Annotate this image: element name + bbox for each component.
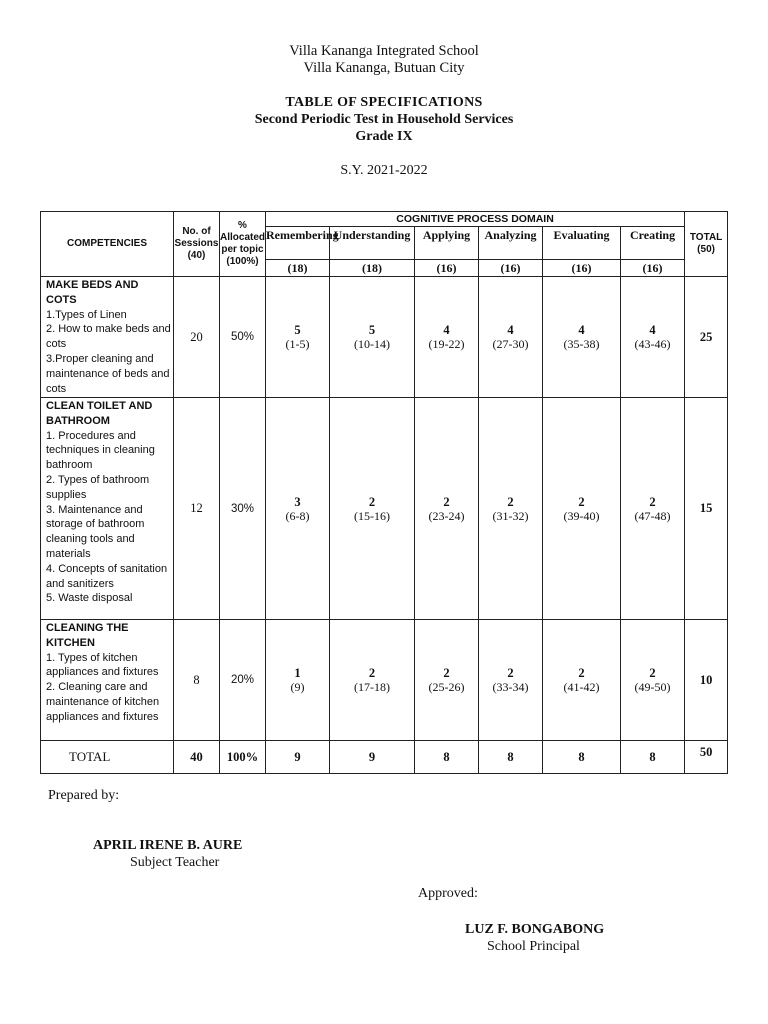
item-count: 2: [443, 666, 450, 680]
item-count: 2: [368, 666, 376, 680]
table-row: [41, 277, 728, 398]
item-range: (43-46): [634, 337, 671, 351]
item-range: (19-22): [428, 337, 465, 351]
item-count: 2: [649, 494, 656, 509]
percent-cell: 20%: [220, 620, 266, 741]
item-count-cell: [543, 620, 621, 741]
item-count-cell: [543, 277, 621, 398]
specifications-table: [40, 211, 728, 774]
percent-cell: 50%: [220, 277, 266, 398]
total-level-count: 8: [415, 741, 479, 774]
item-count-cell: [415, 398, 479, 620]
competency-item: 1. Procedures and techniques in cleaning bathroom: [46, 429, 155, 472]
item-range: (15-16): [354, 508, 390, 523]
school-address: Villa Kananga, Butuan City: [303, 60, 465, 76]
total-level-count: 8: [479, 741, 543, 774]
item-count-cell: [330, 620, 415, 741]
sessions-cell: 20: [174, 277, 220, 398]
level-header: Evaluating: [543, 227, 621, 260]
item-count: 3: [294, 494, 301, 509]
total-level-count: 9: [330, 741, 415, 774]
competency-cell: [41, 277, 174, 398]
approved-label: Approved:: [418, 886, 478, 901]
item-count: 4: [507, 323, 514, 337]
header-competencies: COMPETENCIES: [41, 212, 174, 277]
item-count: 4: [578, 323, 585, 337]
item-count-cell: [621, 398, 685, 620]
level-count: (16): [479, 260, 543, 277]
item-count: 5: [368, 323, 376, 337]
level-header: Applying: [415, 227, 479, 260]
item-count-cell: [479, 620, 543, 741]
table-row: [41, 398, 728, 620]
total-label: TOTAL: [41, 741, 174, 774]
item-count: 2: [578, 666, 585, 680]
item-count-cell: [543, 398, 621, 620]
grand-total: 50: [685, 741, 728, 774]
item-count: 2: [649, 666, 656, 680]
item-range: (17-18): [354, 680, 390, 694]
total-percent: 100%: [220, 741, 266, 774]
competency-item: 2. How to make beds and cots: [46, 323, 171, 351]
item-count-cell: [266, 398, 330, 620]
header-cognitive-domain: COGNITIVE PROCESS DOMAIN: [266, 212, 685, 227]
competency-title: MAKE BEDS AND COTS: [46, 279, 139, 306]
competency-cell: [41, 398, 174, 620]
item-count-cell: [415, 277, 479, 398]
total-level-count: 9: [266, 741, 330, 774]
principal-role: School Principal: [487, 939, 580, 954]
percent-cell: 30%: [220, 398, 266, 620]
teacher-role: Subject Teacher: [130, 855, 220, 870]
item-range: (25-26): [428, 680, 465, 694]
item-count: 2: [507, 494, 514, 509]
header-sessions: No. of Sessions (40): [174, 212, 220, 277]
competency-item: 2. Types of bathroom supplies: [46, 473, 150, 501]
level-header: Creating: [621, 227, 685, 260]
item-range: (49-50): [634, 680, 671, 694]
item-range: (31-32): [492, 508, 529, 523]
principal-name: LUZ F. BONGABONG: [465, 922, 605, 937]
item-range: (27-30): [492, 337, 529, 351]
competency-item: 3.Proper cleaning and maintenance of beds and cots: [46, 352, 170, 395]
level-count: (18): [330, 260, 415, 277]
sessions-cell: 12: [174, 398, 220, 620]
level-header: Remembering: [266, 227, 330, 260]
sessions-cell: 8: [174, 620, 220, 741]
item-count-cell: [621, 620, 685, 741]
total-sessions: 40: [174, 741, 220, 774]
item-count-cell: [415, 620, 479, 741]
item-count-cell: [330, 398, 415, 620]
item-count: 2: [578, 494, 585, 509]
row-total-cell: 10: [685, 620, 728, 741]
item-range: (6-8): [285, 508, 310, 523]
row-total-cell: 25: [685, 277, 728, 398]
item-range: (35-38): [563, 337, 600, 351]
document-title: TABLE OF SPECIFICATIONS: [285, 95, 483, 110]
item-range: (41-42): [563, 680, 600, 694]
item-count-cell: [330, 277, 415, 398]
level-count: (16): [415, 260, 479, 277]
item-count-cell: [479, 398, 543, 620]
competency-item: 1.Types of Linen: [46, 308, 127, 321]
school-year: S.Y. 2021-2022: [340, 163, 428, 178]
table-row: [41, 620, 728, 741]
level-header: Understanding: [330, 227, 415, 260]
competency-item: 1. Types of kitchen appliances and fixtures: [46, 651, 159, 679]
item-count: 1: [294, 666, 301, 680]
level-count: (16): [543, 260, 621, 277]
item-count: 4: [649, 323, 656, 337]
grade-level: Grade IX: [355, 129, 413, 144]
item-count: 5: [294, 323, 301, 337]
total-row: [41, 741, 728, 774]
school-name: Villa Kananga Integrated School: [289, 43, 479, 59]
item-range: (9): [290, 680, 305, 694]
item-range: (1-5): [285, 337, 310, 351]
competency-item: 3. Maintenance and storage of bathroom cleaning tools and materials: [46, 503, 145, 560]
prepared-by-label: Prepared by:: [48, 788, 120, 803]
item-count-cell: [479, 277, 543, 398]
competency-item: 4. Concepts of sanitation and sanitizers: [46, 562, 168, 590]
header-total: TOTAL (50): [685, 212, 728, 277]
competency-item: 2. Cleaning care and maintenance of kitchen appliances and fixtures: [46, 681, 160, 723]
competency-title: CLEAN TOILET AND BATHROOM: [46, 400, 153, 427]
item-range: (23-24): [428, 508, 465, 523]
item-range: (47-48): [634, 508, 671, 523]
document-subtitle: Second Periodic Test in Household Services: [254, 112, 514, 127]
competency-item: 5. Waste disposal: [46, 592, 133, 605]
item-count: 4: [443, 323, 450, 337]
competency-title: CLEANING THE KITCHEN: [46, 622, 129, 649]
competency-cell: [41, 620, 174, 741]
total-level-count: 8: [543, 741, 621, 774]
level-count: (18): [266, 260, 330, 277]
level-count: (16): [621, 260, 685, 277]
item-count: 2: [443, 494, 450, 509]
level-header: Analyzing: [479, 227, 543, 260]
item-range: (39-40): [563, 508, 600, 523]
item-range: (33-34): [492, 680, 529, 694]
header-percent: % Allocated per topic (100%): [220, 212, 266, 277]
item-count-cell: [266, 277, 330, 398]
teacher-name: APRIL IRENE B. AURE: [93, 838, 243, 853]
row-total-cell: 15: [685, 398, 728, 620]
item-count-cell: [266, 620, 330, 741]
item-range: (10-14): [354, 337, 390, 351]
total-level-count: 8: [621, 741, 685, 774]
item-count-cell: [621, 277, 685, 398]
item-count: 2: [368, 494, 376, 509]
item-count: 2: [507, 666, 514, 680]
